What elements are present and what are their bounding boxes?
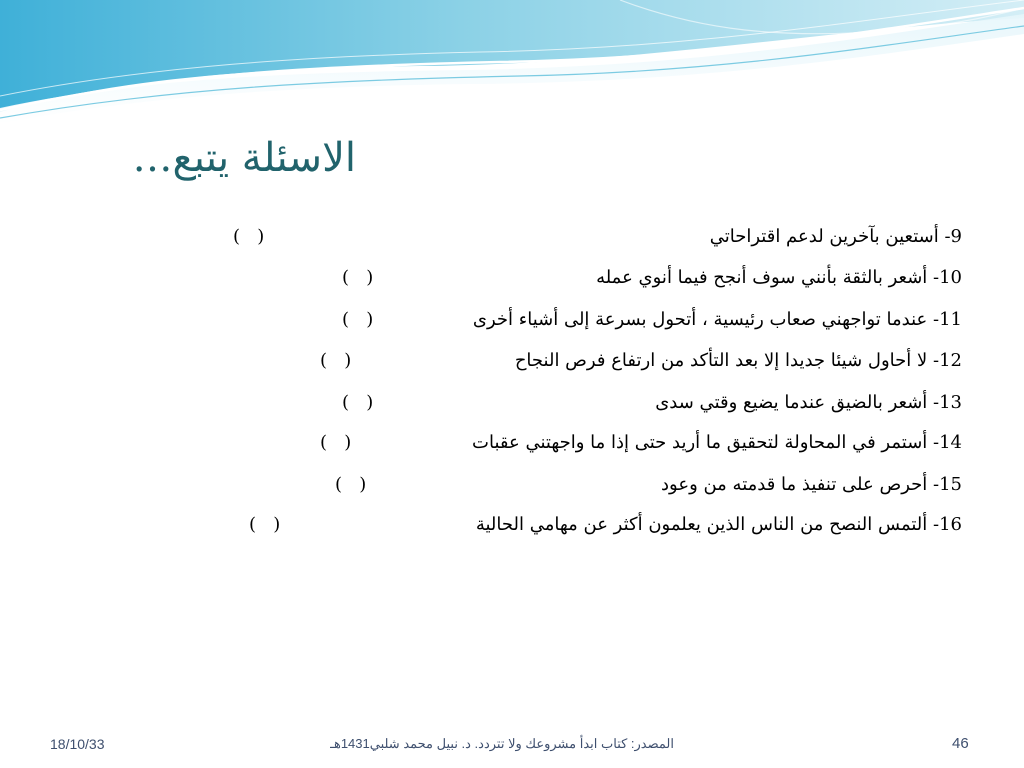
- slide-number: 46: [952, 735, 969, 752]
- answer-parentheses-16: ( ): [249, 514, 281, 535]
- question-item-15: 15- أحرص على تنفيذ ما قدمته من وعود: [661, 474, 962, 495]
- slide-title: الاسئلة يتبع…: [132, 135, 356, 181]
- question-item-16: 16- ألتمس النصح من الناس الذين يعلمون أكثر عن مهامي الحالية: [475, 514, 962, 535]
- answer-parentheses-9: ( ): [233, 226, 265, 247]
- question-item-13: 13- أشعر بالضيق عندما يضيع وقتي سدى: [655, 392, 962, 413]
- question-item-11: 11- عندما تواجهني صعاب رئيسية ، أتحول بسرعة إلى أشياء أخرى: [472, 309, 962, 330]
- footer-date: 18/10/33: [50, 736, 105, 752]
- answer-parentheses-12: ( ): [320, 350, 352, 371]
- question-item-14: 14- أستمر في المحاولة لتحقيق ما أريد حتى إذا ما واجهتني عقبات: [472, 432, 962, 453]
- answer-parentheses-15: ( ): [335, 474, 367, 495]
- question-item-12: 12- لا أحاول شيئا جديدا إلا بعد التأكد من ارتفاع فرص النجاح: [514, 350, 962, 371]
- answer-parentheses-14: ( ): [320, 432, 352, 453]
- answer-parentheses-13: ( ): [342, 392, 374, 413]
- answer-parentheses-11: ( ): [342, 309, 374, 330]
- footer-source: المصدر: كتاب ابدأ مشروعك ولا تتردد. د. نبيل محمد شلبي1431هـ: [330, 736, 674, 751]
- answer-parentheses-10: ( ): [342, 267, 374, 288]
- question-item-9: 9- أستعين بآخرين لدعم اقتراحاتي: [709, 226, 962, 247]
- question-item-10: 10- أشعر بالثقة بأنني سوف أنجح فيما أنوي عمله: [596, 267, 962, 288]
